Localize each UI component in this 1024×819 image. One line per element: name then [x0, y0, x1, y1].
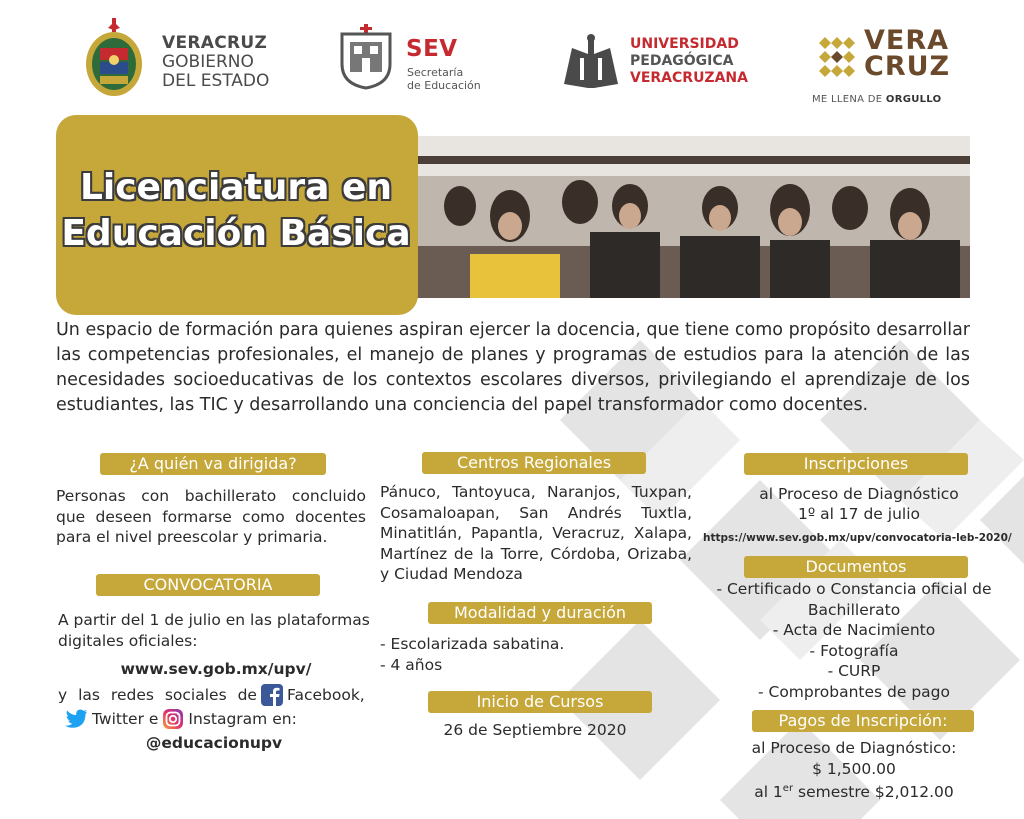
coat-of-arms-icon: [78, 18, 150, 100]
pagos-header: Pagos de Inscripción:: [752, 710, 974, 732]
inicio-header: Inicio de Cursos: [428, 691, 652, 713]
upv-line2: PEDAGÓGICA: [630, 53, 734, 69]
documentos-item-3: - Fotografía: [809, 641, 899, 660]
modalidad-list: [380, 634, 680, 675]
instagram-label[interactable]: Instagram en:: [188, 709, 297, 728]
title-line1: Licenciatura en: [79, 167, 393, 208]
facebook-icon[interactable]: [261, 684, 283, 706]
vera-line2: CRUZ: [864, 51, 951, 82]
social-line-1: [58, 684, 378, 706]
veracruz-pattern-icon: [814, 34, 860, 80]
tagline-pre: ME LLENA DE: [812, 94, 883, 105]
modalidad-header: Modalidad y duración: [428, 602, 652, 624]
dirigida-header: ¿A quién va dirigida?: [100, 453, 326, 475]
convocatoria-header: CONVOCATORIA: [96, 574, 320, 596]
inicio-date: 26 de Septiembre 2020: [443, 721, 627, 739]
upv-logo: [560, 32, 760, 92]
banner-title: [60, 165, 412, 257]
pagos-line3-post: semestre $2,012.00: [793, 783, 954, 802]
documentos-item-4: - CURP: [827, 662, 881, 680]
social-line-2: [64, 708, 380, 730]
inscripciones-header: Inscripciones: [744, 453, 968, 475]
instagram-icon[interactable]: [162, 708, 184, 730]
documentos-item-5: - Comprobantes de pago: [757, 682, 951, 701]
pagos-line3-sup: er: [782, 783, 794, 794]
tagline-bold: ORGULLO: [885, 94, 942, 105]
documentos-list: [706, 579, 1002, 702]
facebook-label[interactable]: Facebook,: [286, 685, 365, 704]
sev-logo: [336, 24, 496, 94]
documentos-item-2: - Acta de Nacimiento: [772, 621, 936, 639]
upv-line1: UNIVERSIDAD: [630, 36, 739, 52]
sev-shield-icon: [336, 24, 396, 90]
vera-tagline: [812, 94, 941, 105]
upv-book-icon: [560, 34, 622, 90]
pagos-line3-pre: al 1: [754, 783, 783, 802]
documentos-header: Documentos: [744, 556, 968, 578]
pagos-line3: [706, 779, 1002, 803]
veracruz-line3: DEL ESTADO: [162, 71, 270, 91]
centros-header: Centros Regionales: [422, 452, 646, 474]
upv-line3: VERACRUZANA: [630, 70, 748, 86]
title-line2: Educación Básica: [61, 213, 411, 254]
inscripciones-url[interactable]: https://www.sev.gob.mx/upv/convocatoria-leb-2020/: [703, 532, 1012, 544]
veracruz-line2: GOBIERNO: [162, 52, 254, 72]
sev-name: SEV: [406, 36, 458, 62]
intro-paragraph: Un espacio de formación para quienes aspiran ejercer la docencia, que tiene como propósito desarrollar las competencias profesionales, el manejo de planes y programas de estudios para la atención de las necesidades socioeducativas de los contextos escolares diversos, privilegiando el aprendizaje de los estudiantes, las TIC y desarrollando una conciencia del papel transformador como docentes.: [56, 320, 970, 415]
sev-sub2: de Educación: [407, 79, 481, 92]
inscripciones-line1: al Proceso de Diagnóstico: [759, 485, 959, 503]
social-pre-text: y las redes sociales de: [58, 685, 257, 704]
dirigida-text: Personas con bachillerato concluido que deseen formarse como docentes para el nivel preescolar y primaria.: [56, 487, 366, 546]
twitter-icon[interactable]: [64, 709, 88, 729]
classroom-photo: [350, 136, 970, 298]
vera-line1: VERA: [864, 25, 950, 56]
pagos-line1: al Proceso de Diagnóstico:: [751, 739, 957, 757]
centros-text: Pánuco, Tantoyuca, Naranjos, Tuxpan, Cosamaloapan, San Andrés Tuxtla, Minatitlán, Papantla, Veracruz, Xalapa, Martínez de la Torre, Córdoba, Orizaba, y Ciudad Mendoza: [380, 483, 692, 583]
instagram-handle[interactable]: @educacionupv: [145, 734, 283, 752]
veracruz-line1: VERACRUZ: [162, 33, 268, 53]
pagos-list: [706, 738, 1002, 803]
veracruz-brand-logo: [810, 24, 950, 110]
veracruz-gobierno-logo: [78, 18, 288, 100]
inscripciones-line2: 1º al 17 de julio: [797, 505, 920, 523]
twitter-label[interactable]: Twitter e: [92, 709, 159, 728]
modalidad-item-2: - 4 años: [380, 655, 443, 674]
modalidad-item-1: - Escolarizada sabatina.: [380, 635, 565, 653]
pagos-line2: $ 1,500.00: [812, 759, 896, 778]
documentos-item-1: - Certificado o Constancia oficial de Bachillerato: [716, 580, 992, 619]
convocatoria-url[interactable]: www.sev.gob.mx/upv/: [120, 660, 312, 678]
sev-sub1: Secretaría: [407, 66, 464, 79]
convocatoria-text: A partir del 1 de julio en las plataformas digitales oficiales:: [58, 611, 370, 650]
